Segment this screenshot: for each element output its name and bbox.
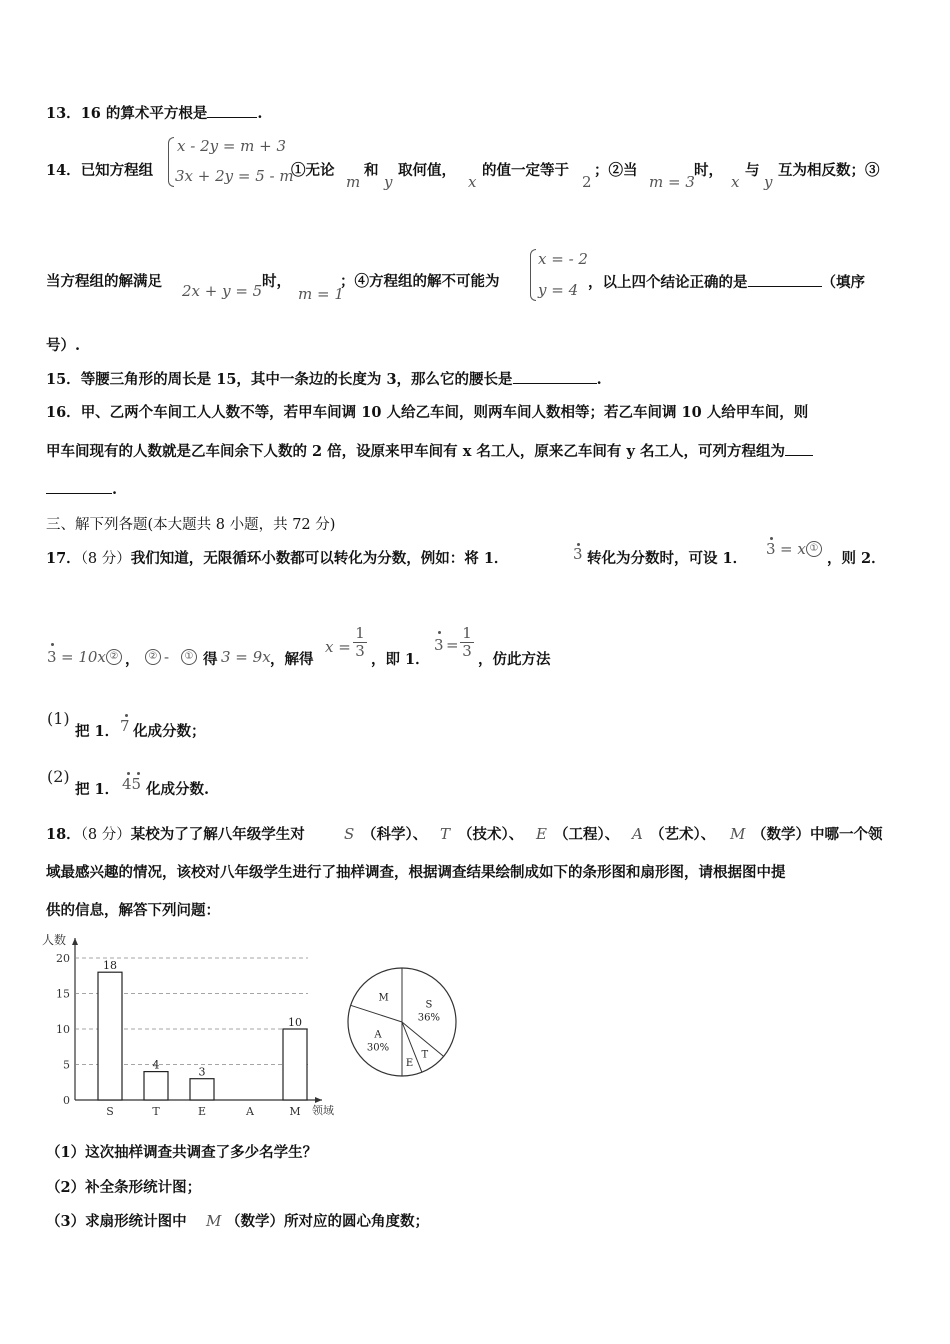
q17-p1b: 化成分数；	[133, 723, 206, 740]
bar-value-label: 18	[103, 959, 117, 973]
q13-number: 13．	[46, 105, 81, 122]
x-tick-label: E	[197, 1105, 207, 1118]
q17-a3: ，则 2．	[827, 550, 886, 567]
q14-t6: 时，	[694, 162, 723, 179]
q17-b1: = 10x	[61, 648, 106, 666]
q14-t13: （填序	[821, 274, 865, 291]
q18-line2: 域最感兴趣的情况，该校对八年级学生进行了抽样调查，根据调查结果绘制成如下的条形图和扇形图，请根据图中提	[46, 864, 786, 881]
q17-three-c: 3	[47, 648, 57, 666]
q14-t14: 号）.	[46, 337, 81, 354]
q17-b4: 3 = 9x	[221, 648, 271, 666]
question-15	[46, 369, 602, 390]
q15-number: 15．	[46, 371, 81, 388]
q14-t4: 的值一定等于	[482, 162, 569, 179]
fraction-denominator: 3	[462, 642, 472, 660]
bar-value-label: 10	[288, 1016, 302, 1029]
question-13	[46, 103, 262, 124]
bar-S	[98, 972, 122, 1100]
q17-circled-1b: ①	[181, 649, 197, 665]
q16-blank-b[interactable]	[46, 479, 112, 494]
section-3-heading: 三、解下列各题(本大题共 8 小题，共 72 分)	[46, 517, 336, 533]
q13-text: 16 的算术平方根是	[80, 105, 208, 122]
q17-part2-label: (2)	[47, 767, 70, 786]
q15-text: 等腰三角形的周长是 15，其中一条边的长度为 3，那么它的腰长是	[80, 371, 513, 388]
q18-T: T	[440, 825, 451, 843]
q16-line2	[46, 441, 813, 462]
q14-eq1: x - 2y = m + 3	[177, 137, 287, 155]
y-tick-label: 0	[63, 1094, 70, 1107]
fraction-one-third-b	[460, 625, 474, 660]
q18-sub3a: （3）求扇形统计图中	[46, 1213, 187, 1230]
q17-b7: ，仿此方法	[478, 651, 551, 668]
q14-blank[interactable]	[748, 272, 822, 287]
y-axis-arrow	[72, 938, 78, 945]
q15-blank[interactable]	[513, 369, 597, 384]
repeat-dot	[438, 631, 441, 634]
q17-xeq: x =	[325, 638, 351, 656]
pie-chart	[345, 965, 460, 1080]
q18-E: E	[536, 825, 547, 843]
q17-number: 17．	[46, 550, 81, 567]
q17-b2: ，	[125, 651, 140, 668]
bar-chart	[40, 928, 340, 1118]
q17-p2b: 化成分数.	[146, 781, 210, 798]
q17-three-b: 3	[766, 540, 776, 558]
q14-system-brace	[168, 137, 174, 187]
q17-circled-2b: ②	[145, 649, 161, 665]
q18-sub3-M: M	[206, 1212, 222, 1230]
q14-t2: 和	[364, 162, 379, 179]
q18-line1a	[46, 825, 305, 845]
q17-score: （8 分）	[80, 551, 131, 567]
q15-end: .	[596, 371, 602, 388]
pie-label: S	[425, 999, 433, 1011]
bar-M	[283, 1029, 307, 1100]
y-axis-label: 人数	[42, 933, 67, 947]
q17-eq: =	[446, 636, 459, 654]
q14-eq2: 3x + 2y = 5 - m	[175, 167, 294, 185]
bar-E	[190, 1079, 214, 1100]
q14-m3: m = 3	[649, 173, 695, 191]
x-tick-label: S	[106, 1105, 114, 1118]
q18-l1e: （艺术）、	[650, 826, 716, 843]
q18-l1a: 某校为了了解八年级学生对	[130, 826, 305, 843]
q14-sol-x: x = - 2	[538, 250, 588, 268]
q14-t5: ；②当	[594, 162, 638, 179]
q16-text2: 甲车间现有的人数就是乙车间余下人数的 2 倍，设原来甲车间有 x 名工人，原来乙车间有 y 名工人，可列方程组为	[46, 443, 785, 460]
q16-number: 16．	[46, 404, 81, 421]
fraction-numerator: 1	[355, 624, 365, 642]
repeat-dot	[51, 643, 54, 646]
bar-value-label: 4	[152, 1058, 160, 1072]
x-tick-label: A	[246, 1105, 254, 1118]
pie-percent-label: 30%	[366, 1042, 390, 1054]
q14-two: 2	[582, 173, 592, 191]
q14-t11: ；④方程组的解不可能为	[340, 273, 500, 290]
q18-A: A	[632, 825, 643, 843]
bar-T	[144, 1072, 168, 1100]
q16-line1	[46, 403, 808, 423]
q14-x: x	[468, 173, 477, 191]
fraction-numerator: 1	[462, 624, 472, 642]
q17-p2-digits: 45	[122, 775, 142, 793]
q18-l1b: （科学）、	[362, 826, 428, 843]
q18-l1c: （技术）、	[458, 826, 524, 843]
q14-t12-line	[588, 272, 865, 293]
q14-t9: 当方程组的解满足	[46, 273, 162, 290]
q18-sub1: （1）这次抽样调查共调查了多少名学生？	[46, 1144, 318, 1161]
q17-eqx: = x	[780, 540, 806, 558]
q14-sol-y: y = 4	[538, 281, 579, 299]
pie-label: A	[374, 1029, 382, 1041]
q14-t8: 互为相反数；③	[778, 162, 880, 179]
q14-start	[46, 161, 153, 181]
q14-t12: ，以上四个结论正确的是	[588, 274, 748, 291]
q14-x2: x	[731, 173, 740, 191]
q17-a1: 我们知道，无限循环小数都可以转化为分数，例如：将 1．	[130, 550, 509, 567]
q14-t1: ①无论	[291, 162, 335, 179]
q17-circled-2: ②	[106, 649, 122, 665]
y-tick-label: 15	[56, 987, 70, 1001]
q16-end: .	[112, 481, 118, 498]
x-tick-label: T	[152, 1105, 160, 1118]
pie-percent-label: 36%	[417, 1012, 440, 1024]
pie-label: M	[378, 992, 389, 1004]
q16-blank-a[interactable]	[785, 441, 813, 456]
q14-m1: m = 1	[298, 285, 344, 303]
q14-y: y	[384, 173, 393, 191]
q18-M: M	[730, 825, 746, 843]
fraction-one-third	[353, 625, 367, 660]
q17-p2a: 把 1．	[75, 781, 120, 798]
q17-b6: ，即 1．	[371, 651, 430, 668]
q17-line1a	[46, 549, 508, 569]
x-axis-label: 领域	[312, 1104, 334, 1117]
q17-p1-digit: 7	[120, 717, 130, 735]
q17-p1a: 把 1．	[75, 723, 120, 740]
q14-t7: 与	[745, 162, 760, 179]
y-tick-label: 10	[56, 1023, 70, 1036]
pie-label: T	[421, 1049, 429, 1061]
bar-value-label: 3	[198, 1065, 206, 1079]
q17-b3: 得	[203, 651, 218, 668]
q18-S: S	[344, 825, 355, 843]
q17-b5: ，解得	[270, 651, 314, 668]
q17-part1-label: (1)	[47, 709, 70, 728]
q14-condition: 2x + y = 5	[182, 282, 263, 300]
q13-blank[interactable]	[207, 103, 257, 118]
q17-a2: 转化为分数时，可设 1．	[587, 550, 748, 567]
q16-text1: 甲、乙两个车间工人人数不等，若甲车间调 10 人给乙车间，则两车间人数相等；若乙车间调 10 人给甲车间，则	[80, 404, 809, 421]
q18-l1f: （数学）中哪一个领	[752, 826, 883, 843]
q18-line3: 供的信息，解答下列问题：	[46, 902, 220, 919]
q18-score: （8 分）	[80, 827, 131, 843]
q16-line3	[46, 479, 117, 500]
q14-t3: 取何值，	[398, 162, 456, 179]
q14-solution-brace	[530, 249, 536, 301]
q14-y2: y	[764, 173, 773, 191]
q14-number: 14．	[46, 162, 81, 179]
q18-l1d: （工程）、	[554, 826, 620, 843]
q14-prefix: 已知方程组	[80, 162, 154, 179]
q14-t10: 时，	[262, 273, 291, 290]
q17-three-a: 3	[573, 545, 583, 563]
y-tick-label: 20	[56, 952, 70, 965]
pie-label: E	[405, 1057, 414, 1069]
q17-three-d: 3	[434, 636, 444, 654]
q17-circled-1: ①	[806, 541, 822, 557]
q18-sub2: （2）补全条形统计图；	[46, 1179, 202, 1196]
q18-sub3b: （数学）所对应的圆心角度数；	[226, 1213, 429, 1230]
q17-minus: -	[164, 648, 170, 666]
x-tick-label: M	[289, 1105, 301, 1118]
q13-end: .	[257, 105, 263, 122]
fraction-denominator: 3	[355, 642, 365, 660]
y-tick-label: 5	[63, 1058, 70, 1072]
q14-m: m	[346, 173, 361, 191]
x-axis-arrow	[315, 1097, 322, 1103]
q18-number: 18．	[46, 826, 81, 843]
